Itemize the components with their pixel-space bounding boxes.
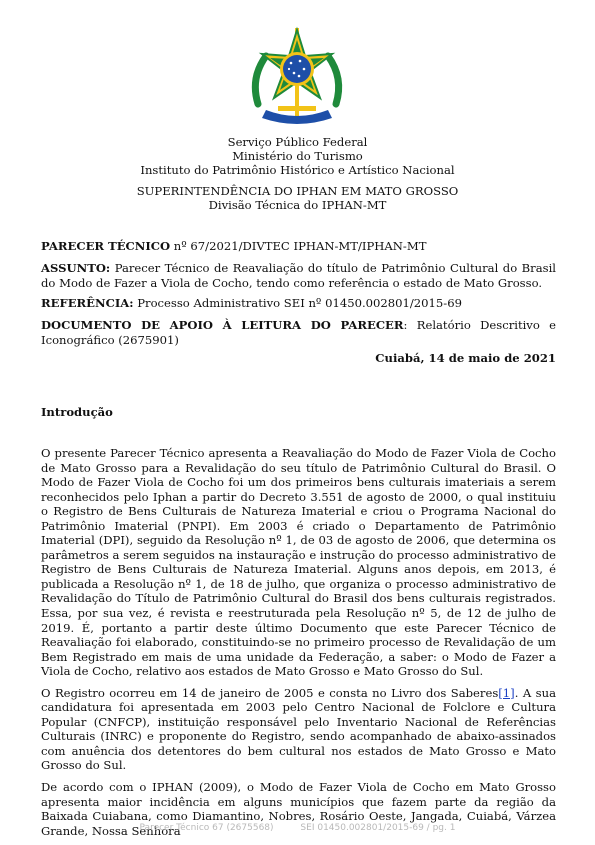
parecer-value: nº 67/2021/DIVTEC IPHAN-MT/IPHAN-MT <box>170 239 427 253</box>
header-line-service: Serviço Público Federal <box>227 135 368 149</box>
header-line-institute: Instituto do Patrimônio Histórico e Artístico Nacional <box>140 163 455 177</box>
header-line-division: Divisão Técnica do IPHAN-MT <box>208 198 387 212</box>
institution-header <box>0 135 595 177</box>
documento-label: DOCUMENTO DE APOIO À LEITURA DO PARECER <box>41 318 404 332</box>
paragraph-iphan: De acordo com o IPHAN (2009), o Modo de Fazer Viola de Cocho em Mato Grosso apresenta maior incidência em alguns municípios que fazem parte da região da Baixada Cuiabana, como Diamantino, Nobres, Rosário Oeste, Jangada, Cuiabá, Várzea Grande, Nossa Senhora <box>41 780 556 838</box>
header-line-superintendency: SUPERINTENDÊNCIA DO IPHAN EM MATO GROSSO <box>136 184 459 198</box>
coat-of-arms-icon <box>244 26 350 130</box>
parecer-label: PARECER TÉCNICO <box>41 239 171 253</box>
assunto-label: ASSUNTO: <box>41 261 111 275</box>
page-footer <box>0 823 595 833</box>
header-line-ministry: Ministério do Turismo <box>232 149 363 163</box>
referencia-label: REFERÊNCIA: <box>41 296 134 310</box>
documento-line <box>41 318 556 347</box>
paragraph-registro <box>41 686 556 773</box>
paragraph-intro: O presente Parecer Técnico apresenta a Reavaliação do Modo de Fazer Viola de Cocho de Mato Grosso para a Revalidação do seu título de Patrimônio Cultural do Brasil. O Modo de Fazer Viola de Cocho foi um dos primeiros bens culturais imateriais a serem reconhecidos pelo Iphan a partir do Decreto 3.551 de agosto de 2000, o qual instituiu o Registro de Bens Culturais de Natureza Imaterial e criou o Programa Nacional do Patrimônio Imaterial (PNPI). Em 2003 é criado o Departamento de Patrimônio Imaterial (DPI), seguido da Resolução nº 1, de 03 de agosto de 2006, que determina os parâmetros a serem seguidos na instauração e instrução do processo administrativo de Registro de Bens Culturais de Natureza Imaterial. Alguns anos depois, em 2013, é publicada a Resolução nº 1, de 18 de julho, que organiza o processo administrativo de Revalidação do Título de Patrimônio Cultural do Brasil dos bens culturais registrados. Essa, por sua vez, é revista e reestruturada pela Resolução nº 5, de 12 de julho de 2019. É, portanto a partir deste último Documento que este Parecer Técnico de Reavaliação foi elaborado, constituindo-se no primeiro processo de Revalidação de um Bem Registrado em mais de uma unidade da Federação, a saber: o Modo de Fazer a Viola de Cocho, relativo aos estados de Mato Grosso e Mato Grosso do Sul. <box>41 446 556 679</box>
assunto-value: Parecer Técnico de Reavaliação do título de Patrimônio Cultural do Brasil do Modo de Fazer a Viola de Cocho, tendo como referência o estado de Mato Grosso. <box>41 261 556 290</box>
paragraph-registro-end: . A sua candidatura foi apresentada em 2003 pelo Centro Nacional de Folclore e Cultura Popular (CNFCP), instituição responsável pelo Inventario Nacional de Referências Culturais (INRC) e proponente do Registro, sendo acompanhado de abaixo-assinados com anuência dos detentores do bem cultural nos estados de Mato Grosso e Mato Grosso do Sul. <box>41 685 556 773</box>
referencia-line <box>41 296 556 311</box>
section-title: Introdução <box>41 405 113 419</box>
referencia-value: Processo Administrativo SEI nº 01450.002801/2015-69 <box>133 296 462 310</box>
paragraph-registro-start: O Registro ocorreu em 14 de janeiro de 2005 e consta no Livro dos Saberes <box>41 685 499 700</box>
assunto-line <box>41 261 556 290</box>
documento-value: : Relatório Descritivo e Iconográfico (2675901) <box>41 318 556 347</box>
footer-document-id: Parecer Técnico 67 (2675568) <box>139 823 274 833</box>
footnote-link[interactable]: [1] <box>498 685 515 700</box>
footer-process-page: SEI 01450.002801/2015-69 / pg. 1 <box>300 823 456 833</box>
superintendency-header <box>0 184 595 212</box>
document-date: Cuiabá, 14 de maio de 2021 <box>375 351 556 365</box>
body-text <box>41 446 556 845</box>
parecer-line <box>41 239 556 254</box>
